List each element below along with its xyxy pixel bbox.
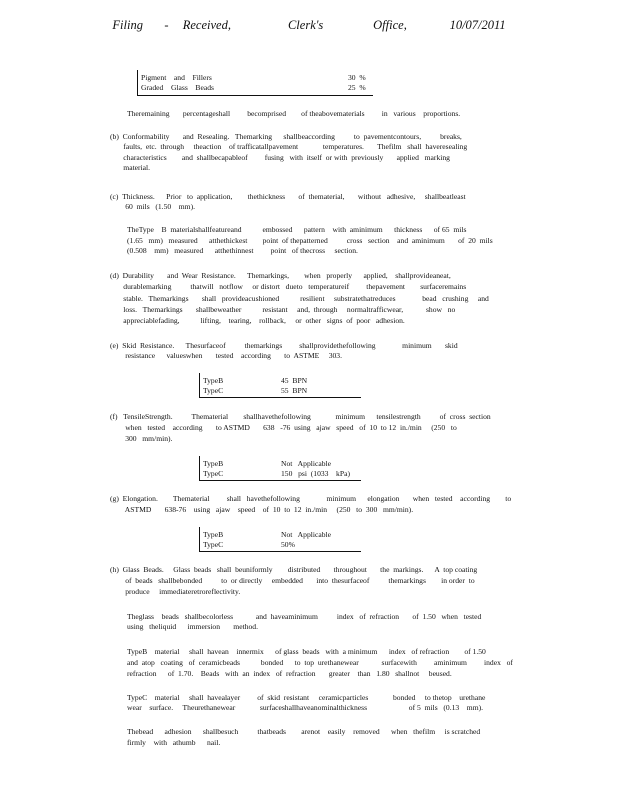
tensile-typec-label: TypeC	[203, 469, 224, 478]
skid-table-bottom-rule	[199, 397, 361, 398]
section-h-typeb-line-3: refraction of 1.70. Beads with an index of refraction greater than 1.80 shallnot beused.	[127, 669, 452, 678]
skid-typec-value: 55 BPN	[281, 386, 308, 395]
section-f-line-2: when tested according to ASTMD 638 -76 using ajaw speed of 10 to 12 in./min (250 to	[110, 423, 457, 432]
elongation-typeb-label: TypeB	[203, 530, 224, 539]
elongation-typeb-value: Not Applicable	[281, 530, 331, 539]
elongation-typec-label: TypeC	[203, 540, 224, 549]
section-f-line-1: (f) TensileStrength. Thematerial shallhavethefollowing minimum tensilestrength of cross section	[110, 412, 491, 421]
section-b-line-4: material.	[110, 163, 151, 172]
section-d-line-2: durablemarking thatwill notflow or distort dueto temperatureif thepavement surfaceremains	[110, 282, 467, 291]
section-b-line-1: (b) Conformability and Resealing. Themarking shallbeaccording to pavementcontours, breaks,	[110, 132, 462, 141]
skid-typeb-label: TypeB	[203, 376, 224, 385]
section-h-adhesion-line-1: Thebead adhesion shallbesuch thatbeads arenot easily removed when thefilm is scratched	[127, 727, 481, 736]
section-c-typeb-line-2: (1.65 mm) measured atthethickest point of thepatterned cross section and aminimum of 20 mils	[127, 236, 493, 245]
section-h-line-2: of beads shallbebonded to or directly embedded into thesurfaceof themarkings in order to	[110, 576, 475, 585]
section-d-line-5: appreciablefading, lifting, tearing, rollback, or other signs of poor adhesion.	[110, 316, 405, 325]
section-h-glass-line-2: using theliquid immersion method.	[127, 622, 258, 631]
section-c-typeb-line-1: TheType B materialshallfeatureand embossed pattern with aminimum thickness of 65 mils	[127, 225, 467, 234]
section-b-line-2: faults, etc. through theaction of trafficatallpavement temperatures. Thefilm shall haveresealing	[110, 142, 468, 151]
section-h-typeb-line-2: and atop coating of ceramicbeads bonded to top urethanewear surfacewith aminimum index of	[127, 658, 513, 667]
composition-left-rule	[137, 70, 138, 95]
section-h-line-3: produce immediateretroreflectivity.	[110, 587, 241, 596]
elongation-table-bottom-rule	[199, 551, 361, 552]
skid-table-left-rule	[199, 373, 200, 397]
section-h-typeb-line-1: TypeB material shall havean innermix of glass beads with a minimum index of refraction of 1.50	[127, 647, 486, 656]
tensile-table-left-rule	[199, 456, 200, 480]
composition-row-1-value: 30 %	[348, 73, 366, 82]
section-c-line-1: (c) Thickness. Prior to application, thethickness of thematerial, without adhesive, shallbeatleast	[110, 192, 466, 201]
composition-row-2-name: Graded Glass Beads	[141, 83, 214, 92]
section-f-line-3: 300 mm/min).	[110, 434, 173, 443]
section-h-adhesion-line-2: firmly with athumb nail.	[127, 738, 221, 747]
section-c-line-2: 60 mils (1.50 mm).	[110, 202, 196, 211]
section-h-typec-line-1: TypeC material shall havealayer of skid resistant ceramicparticles bonded to thetop urethane	[127, 693, 486, 702]
skid-typeb-value: 45 BPN	[281, 376, 308, 385]
elongation-table-left-rule	[199, 527, 200, 551]
composition-row-1-name: Pigment and Fillers	[141, 73, 212, 82]
section-g-line-1: (g) Elongation. Thematerial shall havethefollowing minimum elongation when tested according to	[110, 494, 512, 503]
section-b-line-3: characteristics and shallbecapableof fusing with itself or with previously applied marking	[110, 153, 450, 162]
elongation-typec-value: 50%	[281, 540, 295, 549]
section-h-glass-line-1: Theglass beads shallbecolorless and haveaminimum index of refraction of 1.50 when tested	[127, 612, 482, 621]
section-c-typeb-line-3: (0.508 mm) measured atthethinnest point of thecross section.	[127, 246, 358, 255]
section-h-line-1: (h) Glass Beads. Glass beads shall beuniformly distributed throughout the markings. A top coating	[110, 565, 478, 574]
section-h-typec-line-2: wear surface. Theurethanewear surfaceshallhaveanominalthickness of 5 mils (0.13 mm).	[127, 703, 484, 712]
section-d-line-4: loss. Themarkings shallbeweather resistant and, through normaltrafficwear, show no	[110, 305, 456, 314]
composition-bottom-rule	[137, 95, 373, 96]
filing-header: Filing - Received, Clerk's Office, 10/07/2011	[112, 18, 506, 32]
tensile-typec-value: 150 psi (1033 kPa)	[281, 469, 350, 478]
section-e-line-2: resistance valueswhen tested according to ASTME 303.	[110, 351, 342, 360]
composition-row-2-value: 25 %	[348, 83, 366, 92]
section-g-line-2: ASTMD 638-76 using ajaw speed of 10 to 12 in./min (250 to 300 mm/min).	[110, 505, 414, 514]
tensile-typeb-label: TypeB	[203, 459, 224, 468]
section-d-line-1: (d) Durability and Wear Resistance. Themarkings, when properly applied, shallprovideaneat,	[110, 271, 451, 280]
skid-typec-label: TypeC	[203, 386, 224, 395]
section-e-line-1: (e) Skid Resistance. Thesurfaceof themarkings shallprovidethefollowing minimum skid	[110, 341, 458, 350]
paragraph-remaining: Theremaining percentageshall becomprised of theabovematerials in various proportions.	[127, 109, 461, 118]
tensile-typeb-value: Not Applicable	[281, 459, 331, 468]
tensile-table-bottom-rule	[199, 480, 361, 481]
section-d-line-3: stable. Themarkings shall provideacushioned resilient substratethatreduces bead crushing and	[110, 294, 489, 303]
